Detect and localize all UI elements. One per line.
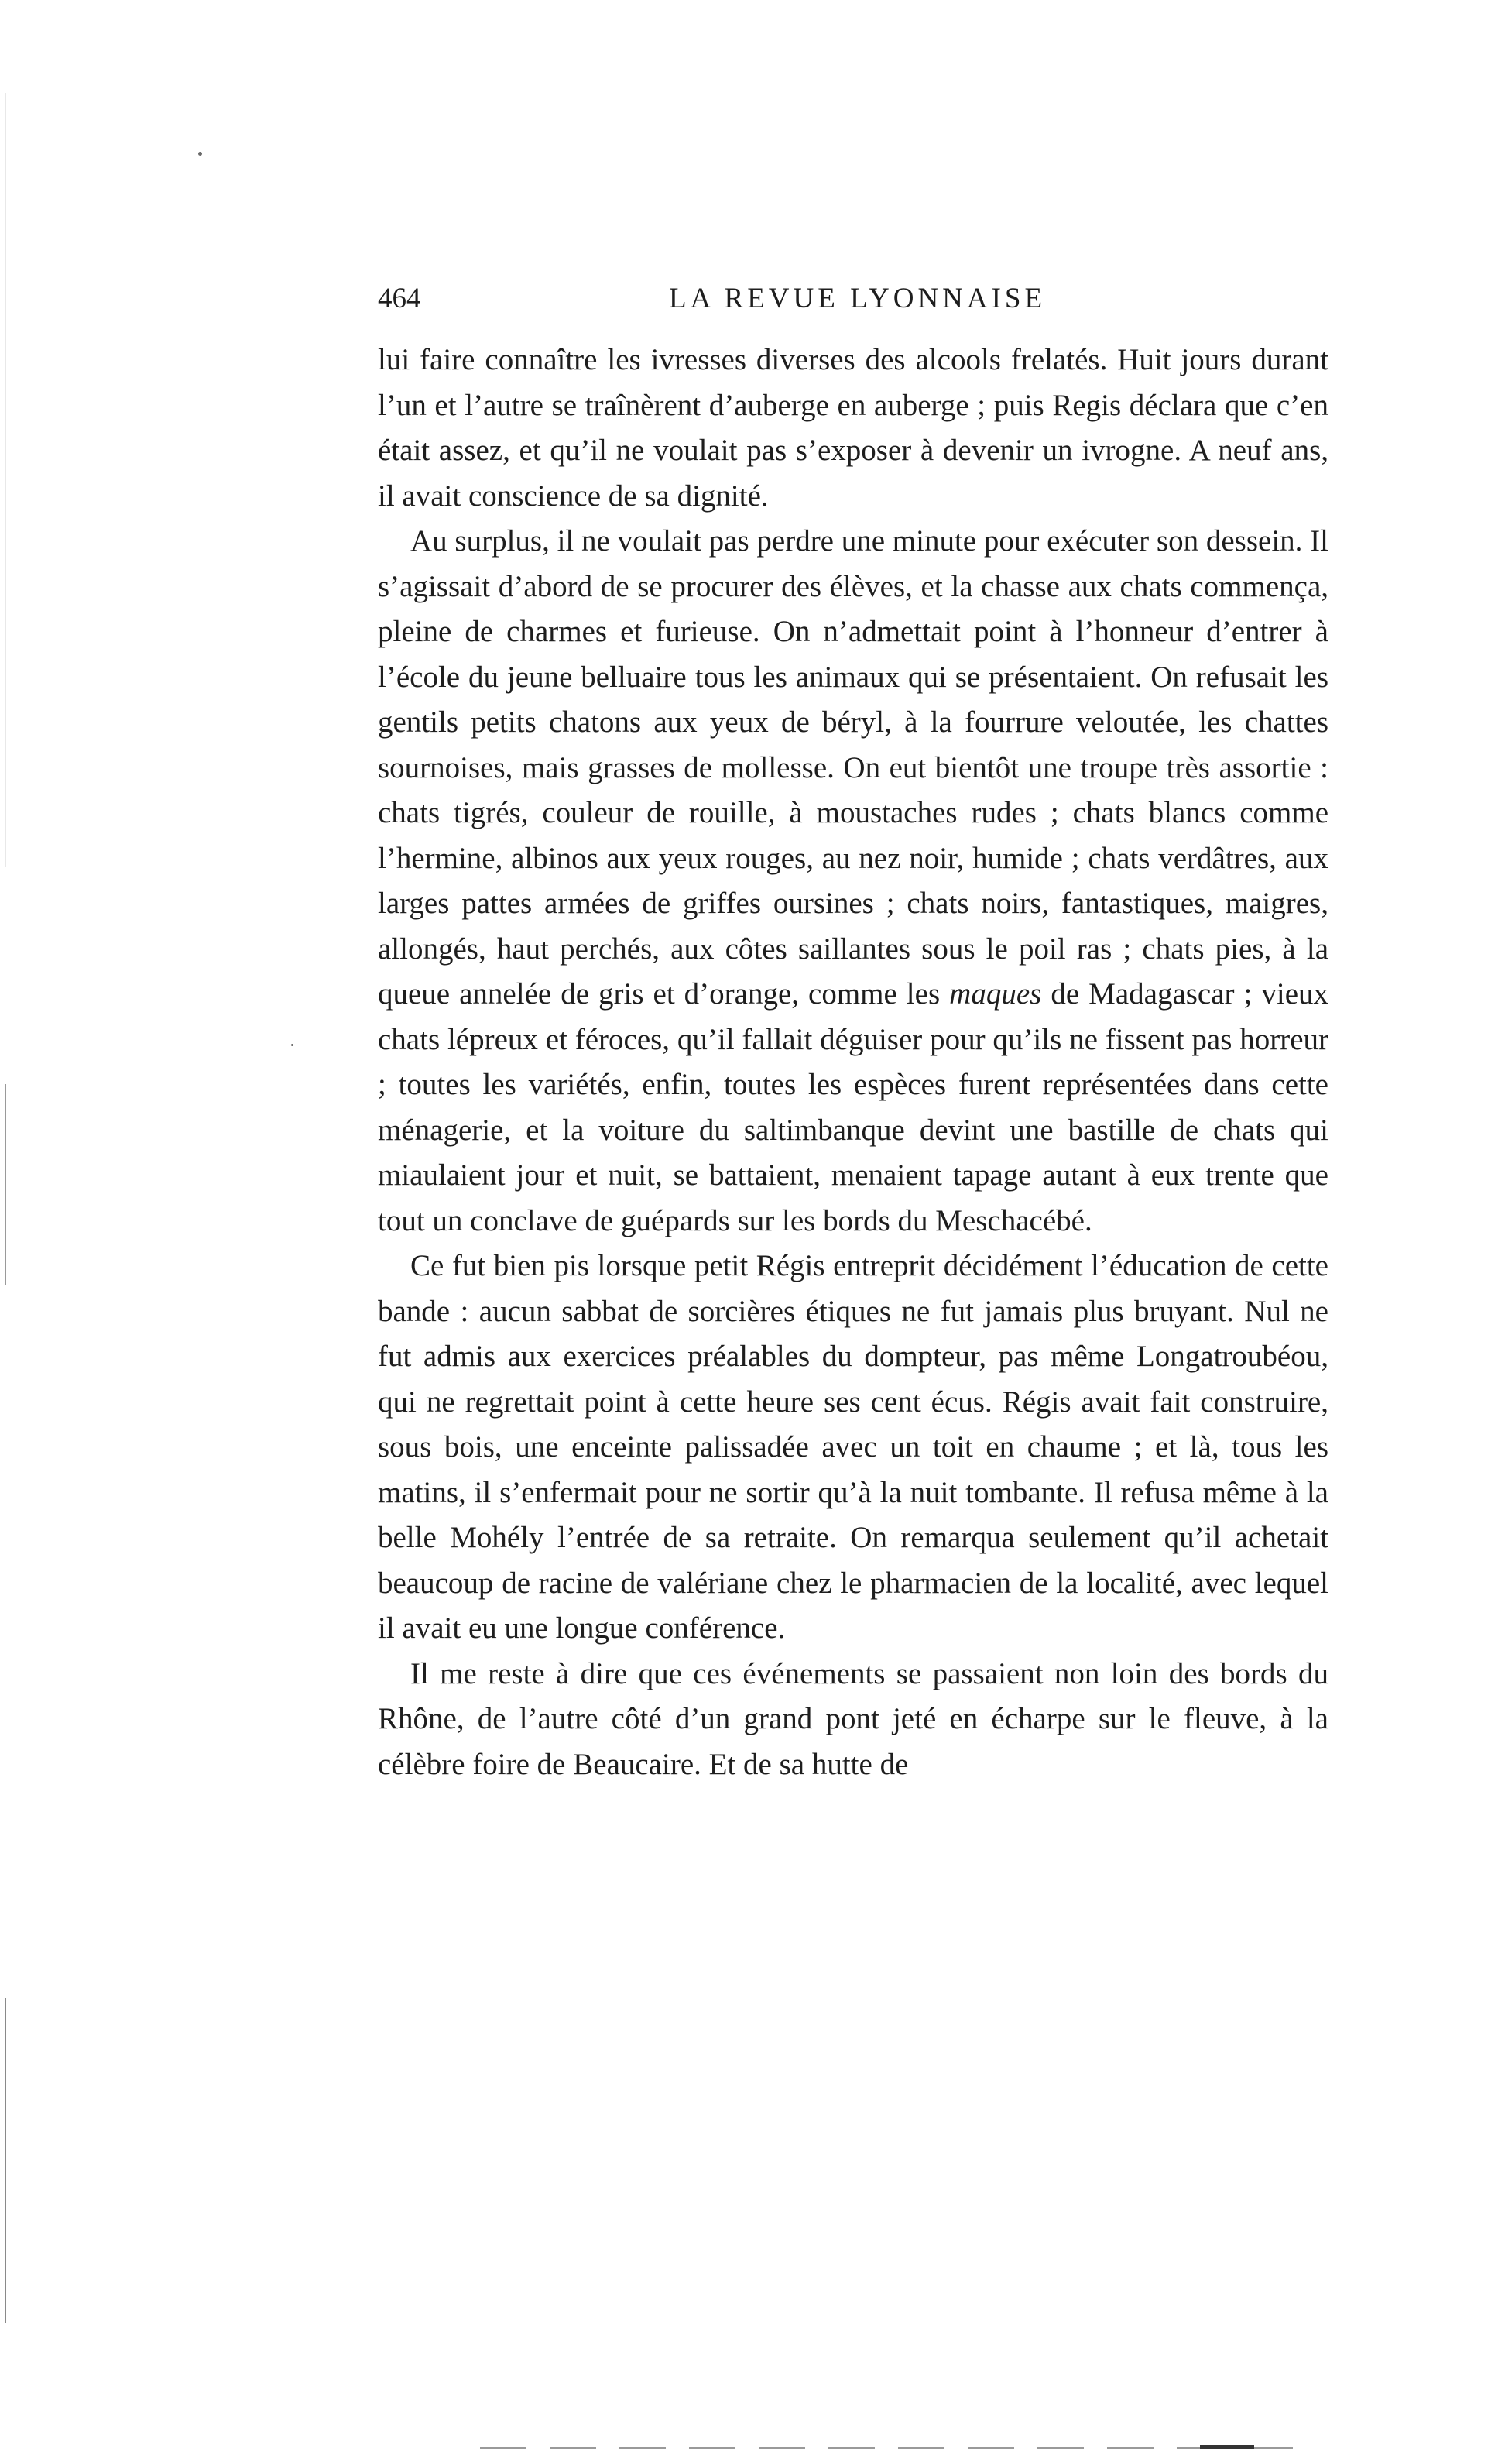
running-header (378, 280, 1328, 317)
paragraph-2-text-after: de Madagascar ; vieux chats lépreux et féroces, qu’il fallait déguiser pour qu’ils ne fissent pas horreur ; toutes les variétés, enfin, toutes les espèces furent représentées dans cette ménagerie, et la voiture du saltimbanque devint une bastille de chats qui miaulaient jour et nuit, se battaient, menaient tapage autant à eux trente que tout un conclave de guépards sur les bords du Meschacébé. (378, 977, 1329, 1237)
scan-speck (291, 1044, 293, 1046)
running-title: LA REVUE LYONNAISE (669, 283, 1047, 314)
page-number: 464 (378, 283, 421, 314)
italic-term: maques (949, 977, 1042, 1011)
scan-margin-artifact (5, 1998, 6, 2323)
scan-bottom-artifact (480, 2447, 1301, 2449)
scan-bottom-artifact (1200, 2445, 1254, 2449)
scan-margin-artifact (5, 93, 6, 867)
paragraph-4: Il me reste à dire que ces événements se passaient non loin des bords du Rhône, de l’autre côté d’un grand pont jeté en écharpe sur le fleuve, à la célèbre foire de Beaucaire. Et de sa hutte de (378, 1656, 1328, 1781)
paragraph-2-text: Au surplus, il ne voulait pas perdre une minute pour exécuter son dessein. Il s’agissait d’abord de se procurer des élèves, et la chasse aux chats commença, pleine de charmes et furieuse. On n’admettait point à l’honneur d’entrer à l’école du jeune belluaire tous les animaux qui se présentaient. On refusait les gentils petits chatons aux yeux de béryl, à la fourrure veloutée, les chattes sournoises, mais grasses de mollesse. On eut bientôt une troupe très assortie : chats tigrés, couleur de rouille, à moustaches rudes ; chats blancs comme l’hermine, albinos aux yeux rouges, au nez noir, humide ; chats verdâtres, aux larges pattes armées de griffes oursines ; chats noirs, fantastiques, maigres, allongés, haut perchés, aux côtes saillantes sous le poil ras ; chats pies, à la queue annelée de gris et d’orange, comme les (378, 524, 1328, 1011)
body-text (378, 338, 1328, 1787)
paragraph-2 (378, 519, 1328, 1244)
scan-speck (198, 152, 202, 156)
paragraph-1: lui faire connaître les ivresses diverses des alcools frelatés. Huit jours durant l’un et l’autre se traînèrent d’auberge en auberge ; puis Regis déclara que c’en était assez, et qu’il ne voulait pas s’exposer à devenir un ivrogne. A neuf ans, il avait conscience de sa dignité. (378, 343, 1328, 513)
paragraph-3: Ce fut bien pis lorsque petit Régis entreprit décidément l’éducation de cette bande : aucun sabbat de sorcières étiques ne fut jamais plus bruyant. Nul ne fut admis aux exercices préalables du dompteur, pas même Longatroubéou, qui ne regrettait point à cette heure ses cent écus. Régis avait fait construire, sous bois, une enceinte palissadée avec un toit en chaume ; et là, tous les matins, il s’enfermait pour ne sortir qu’à la nuit tombante. Il refusa même à la belle Mohély l’entrée de sa retraite. On remarqua seulement qu’il achetait beaucoup de racine de valériane chez le pharmacien de la localité, avec lequel il avait eu une longue conférence. (378, 1249, 1328, 1645)
scan-margin-artifact (5, 1084, 6, 1285)
